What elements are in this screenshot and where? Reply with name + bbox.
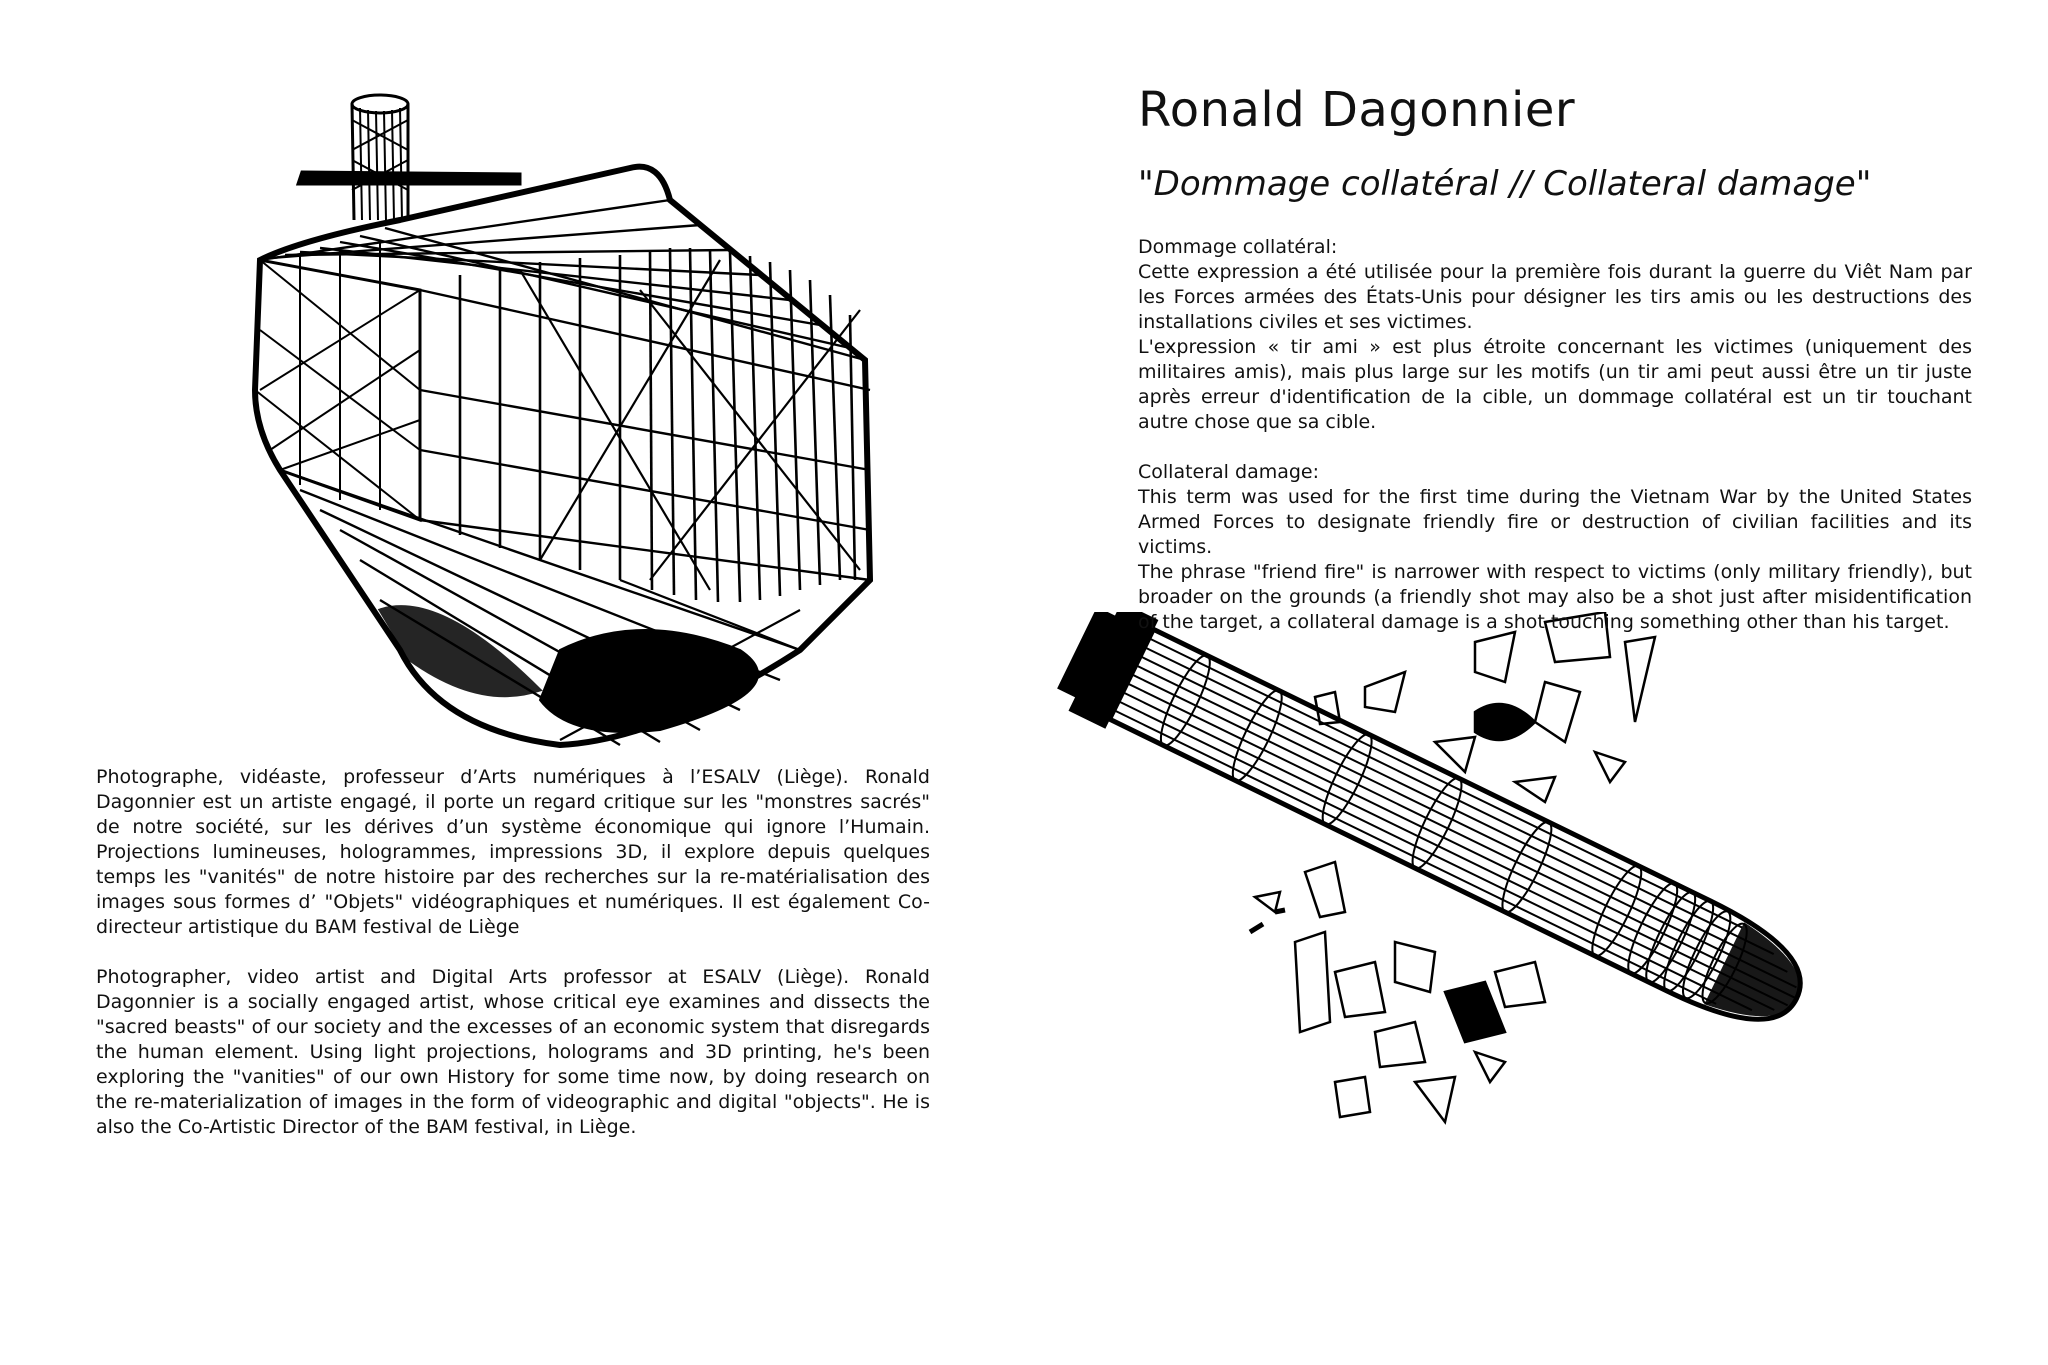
submarine-wireframe-icon	[240, 90, 880, 755]
description-fr-heading: Dommage collatéral:	[1138, 236, 1338, 258]
description-en-heading: Collateral damage:	[1138, 461, 1320, 483]
description-fr-paragraph: L'expression « tir ami » est plus étroite concernant les victimes (uniquement des militaires amis), mais plus large sur les motifs (un tir ami peut aussi être un tir juste après erreur d'identification de la cible, un dommage collatéral est un tir touchant autre chose que sa cible.	[1138, 336, 1972, 433]
description-en-paragraph: The phrase "friend fire" is narrower with respect to victims (only military friendly), but broader on the grounds (a friendly shot may also be a shot just after misidentification of the target, a collateral damage is a shot touching something other than his target.	[1138, 561, 1972, 633]
description-fr-paragraph: Cette expression a été utilisée pour la première fois durant la guerre du Viêt Nam par les Forces armées des États-Unis pour désigner les tirs amis ou les destructions des installations civiles et ses victimes.	[1138, 261, 1972, 333]
description-en-paragraph: This term was used for the first time during the Vietnam War by the United States Armed Forces to designate friendly fire or destruction of civilian facilities and its victims.	[1138, 486, 1972, 558]
work-description	[1138, 235, 1972, 635]
biography-en: Photographer, video artist and Digital Arts professor at ESALV (Liège). Ronald Dagonnier is a socially engaged artist, whose critical eye examines and dissects the "sacred beasts" of our society and the excesses of an economic system that disregards the human element. Using light projections, holograms and 3D printing, he's been exploring the "vanities" of our own History for some time now, by doing research on the re-materialization of images in the form of videographic and digital "objects". He is also the Co-Artistic Director of the BAM festival, in Liège.	[96, 966, 930, 1138]
work-title: "Dommage collatéral // Collateral damage"	[1138, 164, 1872, 204]
biography-fr: Photographe, vidéaste, professeur d’Arts numériques à l’ESALV (Liège). Ronald Dagonnier est un artiste engagé, il porte un regard critique sur les "monstres sacrés" de notre société, sur les dérives d’un système économique qui ignore l’Humain. Projections lumineuses, hologrammes, impressions 3D, il explore depuis quelques temps les "vanités" de notre histoire par des recherches sur la re-matérialisation des images sous formes d’ "Objets" vidéographiques et numériques. Il est également Co-directeur artistique du BAM festival de Liège	[96, 766, 930, 938]
artist-biography	[96, 765, 930, 1140]
artist-name: Ronald Dagonnier	[1138, 82, 1576, 138]
torpedo-wireframe-icon	[1035, 612, 1855, 1147]
